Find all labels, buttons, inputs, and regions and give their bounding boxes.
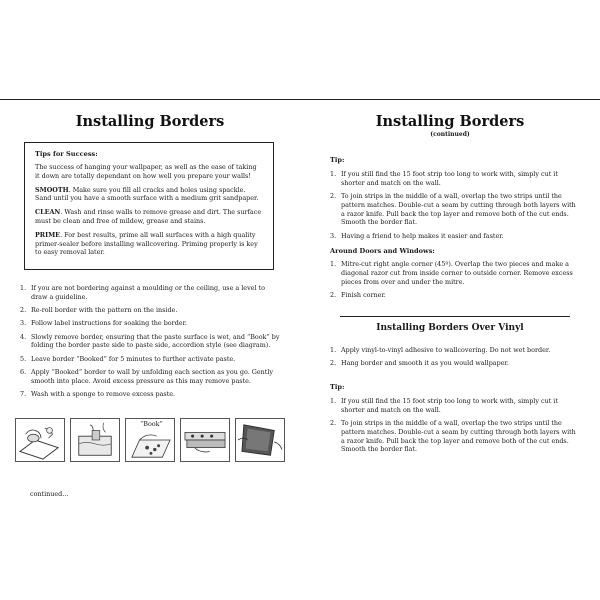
continued-subtitle: (continued) xyxy=(430,131,470,138)
tip-steps-2 xyxy=(330,397,580,459)
list-item xyxy=(20,368,282,386)
step-number: 4. xyxy=(20,332,27,341)
list-item xyxy=(20,390,282,399)
rolling-border-illustration xyxy=(15,418,65,462)
step-number: 6. xyxy=(20,368,27,377)
list-item xyxy=(20,333,282,351)
list-item xyxy=(330,232,580,241)
step-number: 5. xyxy=(20,354,27,363)
tip-prime-label: PRIME xyxy=(35,230,61,239)
booked-border-illustration xyxy=(180,418,230,462)
tip-prime xyxy=(35,231,263,257)
booking-border-illustration xyxy=(125,418,175,462)
step-text: Apply “Booked” border to wall by unfolding each section as you go. Gently smooth into place. Avoid excess pressure as this may remove paste. xyxy=(31,368,273,385)
left-page-title: Installing Borders xyxy=(75,113,225,130)
list-item xyxy=(330,260,580,286)
step-text: Having a friend to help makes it easier and faster. xyxy=(341,231,504,240)
step-text: If you are not bordering against a moulding or the ceiling, use a level to draw a guideline. xyxy=(31,284,265,301)
tip-smooth xyxy=(35,186,263,204)
tip-clean-label: CLEAN xyxy=(35,208,61,217)
installation-steps xyxy=(20,284,282,403)
step-number: 1. xyxy=(20,284,27,292)
step-number: 7. xyxy=(20,390,27,399)
step-number: 2. xyxy=(330,290,337,299)
doors-windows-steps xyxy=(330,260,580,304)
section-divider xyxy=(340,316,570,317)
step-number: 2. xyxy=(330,419,337,428)
illustration-strip xyxy=(15,418,285,462)
tip-prime-text: . For best results, prime all wall surfaces with a high quality primer-sealer before installing wallcovering. Priming properly is key to easy removal later. xyxy=(35,230,258,257)
step-text: If you still find the 15 foot strip too long to work with, simply cut it shorter and match on the wall. xyxy=(341,170,558,187)
step-number: 1. xyxy=(330,170,337,178)
tips-intro: The success of hanging your wallpaper, as well as the ease of taking it down are totally dependant on how well you prepare your walls! xyxy=(35,163,257,180)
step-number: 1. xyxy=(330,346,337,354)
tip-label-2: Tip: xyxy=(330,383,345,391)
list-item xyxy=(20,319,282,328)
step-number: 2. xyxy=(330,192,337,201)
book-label: “Book” xyxy=(140,420,163,428)
list-item xyxy=(330,359,580,368)
step-number: 1. xyxy=(330,397,337,405)
step-number: 3. xyxy=(330,231,337,240)
tip-smooth-label: SMOOTH xyxy=(35,185,69,194)
step-text: Follow label instructions for soaking the border. xyxy=(31,319,187,328)
tip-smooth-text: . Make sure you fill all cracks and holes using spackle. Sand until you have a smooth surface with a medium grit sandpaper. xyxy=(35,185,259,203)
tips-heading: Tips for Success: xyxy=(35,150,98,158)
top-rule xyxy=(0,99,600,100)
step-text: To join strips in the middle of a wall, overlap the two strips until the pattern matches. Double-cut a seam by cutting through both layers with a razor knife. Pull back the top layer and remove both of the cut ends. Smooth the border flat. xyxy=(341,419,576,454)
step-text: Apply vinyl-to-vinyl adhesive to wallcovering. Do not wet border. xyxy=(341,346,551,354)
step-text: Wash with a sponge to remove excess paste. xyxy=(31,390,176,399)
list-item xyxy=(20,306,282,315)
tip-clean-text: . Wash and rinse walls to remove grease and dirt. The surface must be clean and free of mildew, grease and stains. xyxy=(35,208,262,225)
step-text: To join strips in the middle of a wall, overlap the two strips until the pattern matches. Double-cut a seam by cutting through both layers with a razor knife. Pull back the top layer and remove both of the cut ends. Smooth the border flat. xyxy=(341,192,576,227)
list-item xyxy=(20,355,282,364)
vinyl-steps xyxy=(330,346,580,373)
list-item xyxy=(330,192,580,227)
list-item xyxy=(330,170,580,188)
list-item xyxy=(330,346,580,355)
list-item xyxy=(20,284,282,302)
tip-clean xyxy=(35,208,263,226)
step-number: 2. xyxy=(330,359,337,368)
tip-steps xyxy=(330,170,580,245)
step-number: 2. xyxy=(20,306,27,315)
step-text: Slowly remove border, ensuring that the paste surface is wet, and “Book” by folding the border paste side to paste side, accordion style (see diagram). xyxy=(31,332,280,350)
list-item xyxy=(330,291,580,300)
soaking-border-illustration xyxy=(70,418,120,462)
step-text: If you still find the 15 foot strip too long to work with, simply cut it shorter and match on the wall. xyxy=(341,397,558,414)
tip-label: Tip: xyxy=(330,156,345,164)
list-item xyxy=(330,419,580,454)
step-text: Re-roll border with the pattern on the inside. xyxy=(31,306,178,315)
step-text: Leave border “Booked” for 5 minutes to further activate paste. xyxy=(31,354,236,363)
continued-note: continued... xyxy=(30,490,69,498)
vinyl-section-title: Installing Borders Over Vinyl xyxy=(376,323,524,333)
applying-border-illustration xyxy=(235,418,285,462)
list-item xyxy=(330,397,580,415)
tips-for-success-box xyxy=(24,142,274,270)
step-text: Hang border and smooth it as you would wallpaper. xyxy=(341,359,509,368)
step-number: 3. xyxy=(20,319,27,328)
step-text: Mitre-cut right angle corner (45º). Overlap the two pieces and make a diagonal razor cut from inside corner to outside corner. Remove excess pieces from over and under the mitre. xyxy=(341,260,573,286)
step-number: 1. xyxy=(330,260,337,268)
right-page-title: Installing Borders xyxy=(375,113,525,130)
doors-windows-label: Around Doors and Windows: xyxy=(330,247,435,255)
step-text: Finish corner. xyxy=(341,290,386,299)
